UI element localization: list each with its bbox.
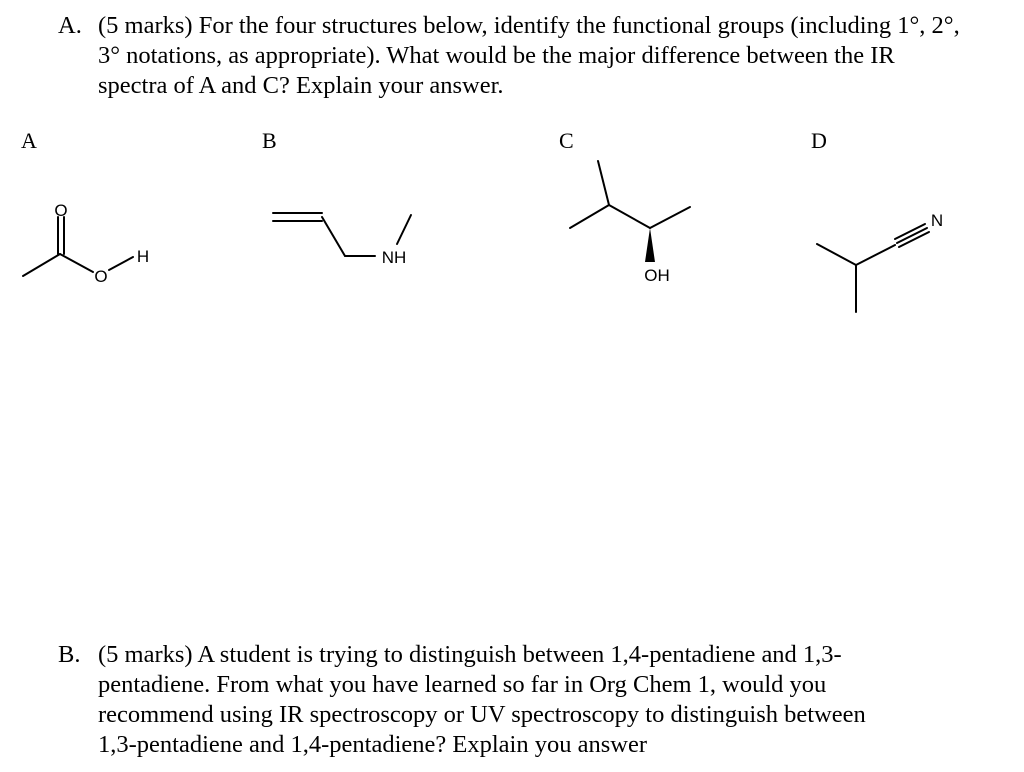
structure-b-bond-n-methyl (397, 215, 411, 244)
structure-b-atom-nh: NH (381, 248, 407, 267)
structure-a-acetic-acid (23, 217, 133, 276)
structure-d-atom-n: N (930, 211, 944, 230)
structure-label-a: A (21, 128, 37, 153)
structure-a-bond-c-o (60, 254, 93, 272)
structure-label-d: D (811, 128, 827, 153)
structure-a-atom-h: H (136, 247, 150, 266)
structure-c-bond-backbone (609, 205, 650, 228)
question-b-line-3: recommend using IR spectroscopy or UV spectroscopy to distinguish between (98, 701, 866, 728)
question-b-line-4: 1,3-pentadiene and 1,4-pentadiene? Explain you answer (98, 731, 648, 758)
question-a-line-2: 3° notations, as appropriate). What would be the major difference between the IR (98, 42, 895, 69)
structure-c-bond-methyl-left (570, 205, 609, 228)
structure-c-wedge-bond (645, 228, 655, 262)
question-b-line-2: pentadiene. From what you have learned so far in Org Chem 1, would you (98, 671, 827, 698)
question-b-marker: B. (58, 641, 81, 668)
structure-a-atom-o-carbonyl: O (54, 201, 68, 220)
structure-label-b: B (262, 128, 277, 153)
structure-a-atom-o-hydroxyl: O (94, 267, 108, 286)
structure-b-bond-ch2 (322, 217, 345, 256)
structure-c-bond-methyl-right (650, 207, 690, 228)
question-a-marker: A. (58, 12, 82, 39)
structure-c-alcohol (570, 161, 690, 262)
question-a-line-3: spectra of A and C? Explain your answer. (98, 72, 504, 99)
structure-c-bond-methyl-top (598, 161, 609, 205)
structure-a-bond-o-h (109, 257, 133, 270)
structure-c-atom-oh: OH (644, 266, 670, 285)
structure-a-bond-methyl (23, 254, 60, 276)
question-a-line-1: (5 marks) For the four structures below, identify the functional groups (including 1°, 2°, (98, 12, 960, 39)
structure-d-nitrile (817, 224, 929, 312)
structure-label-c: C (559, 128, 574, 153)
question-b-line-1: (5 marks) A student is trying to distinguish between 1,4-pentadiene and 1,3- (98, 641, 842, 668)
structure-d-bond-c-c (856, 245, 895, 265)
structure-d-bond-methyl-left (817, 244, 856, 265)
